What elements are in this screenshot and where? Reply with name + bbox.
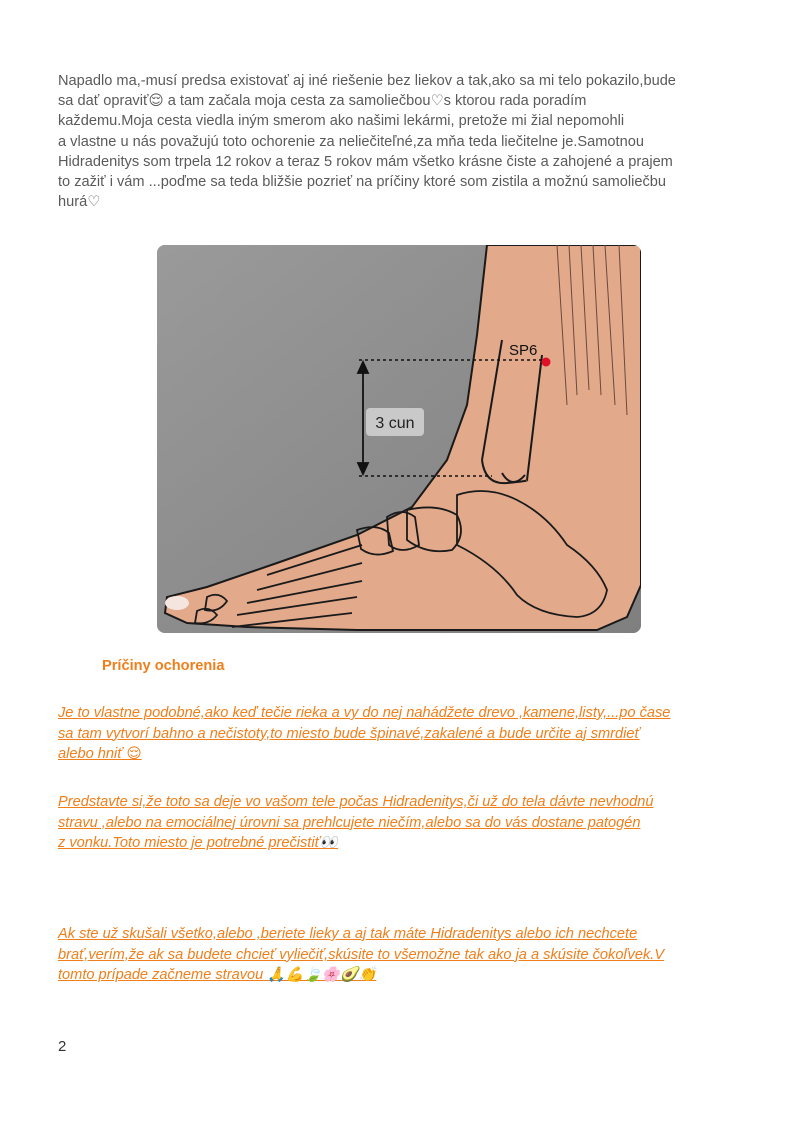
section-heading: Príčiny ochorenia: [102, 658, 225, 674]
foot-acupoint-illustration: [157, 245, 641, 633]
paragraph-body-analogy: [58, 792, 758, 854]
paragraph-river-analogy: [58, 703, 758, 765]
acupoint-label: SP6: [509, 342, 538, 359]
foot-drawing: [157, 245, 641, 633]
text-line: brať,verím,že ak sa budete chcieť vyliečiť,skúsite to všemožne tak ako ja a skúsite čokoľvek.V: [58, 946, 665, 963]
page-number: 2: [58, 1038, 67, 1055]
text-line: hurá♡: [58, 194, 101, 211]
text-line: alebo hniť 😌: [58, 746, 142, 763]
text-line: Predstavte si,že toto sa deje vo vašom tele počas Hidradenitys,či už do tela dávte nevhodnú: [58, 794, 654, 810]
text-line: to zažiť i vám ...poďme sa teda bližšie pozrieť na príčiny ktoré som zistila a možnú samoliečbu: [58, 174, 666, 191]
text-line: sa dať opraviť😌 a tam začala moja cesta za samoliečbou♡s ktorou rada poradím: [58, 93, 587, 110]
text-line: Napadlo ma,-musí predsa existovať aj iné riešenie bez liekov a tak,ako sa mi telo pokazilo,bude: [58, 73, 676, 89]
toenail: [165, 596, 189, 610]
paragraph-diet-intro: [58, 924, 758, 986]
text-line: z vonku.Toto miesto je potrebné prečistiť👀: [58, 835, 338, 852]
text-line: každemu.Moja cesta viedla iným smerom ako našimi lekármi, pretože mi žial nepomohli: [58, 113, 625, 130]
acupoint-dot: [542, 358, 551, 367]
text-line: Hidradenitys som trpela 12 rokov a teraz 5 rokov mám všetko krásne čiste a zahojené a prajem: [58, 153, 673, 170]
text-line: stravu ,alebo na emociálnej úrovni sa prehlcujete niečím,alebo sa do vás dostane patogén: [58, 814, 641, 831]
text-line: Ak ste už skušali všetko,alebo ,beriete lieky a aj tak máte Hidradenitys alebo ich nechcete: [58, 926, 638, 942]
distance-label: 3 cun: [375, 415, 415, 432]
text-line: Je to vlastne podobné,ako keď tečie rieka a vy do nej nahádžete drevo ,kamene,listy,...po čase: [58, 705, 671, 721]
text-line: sa tam vytvorí bahno a nečistoty,to miesto bude špinavé,zakalené a bude určite aj smrdieť: [58, 725, 640, 742]
text-line: tomto prípade začneme stravou 🙏💪🍃🌸🥑👏: [58, 967, 377, 984]
intro-paragraph: [58, 71, 748, 212]
text-line: a vlastne u nás považujú toto ochorenie za neliečiteľné,za mňa teda liečitelne je.Samotnou: [58, 133, 644, 150]
